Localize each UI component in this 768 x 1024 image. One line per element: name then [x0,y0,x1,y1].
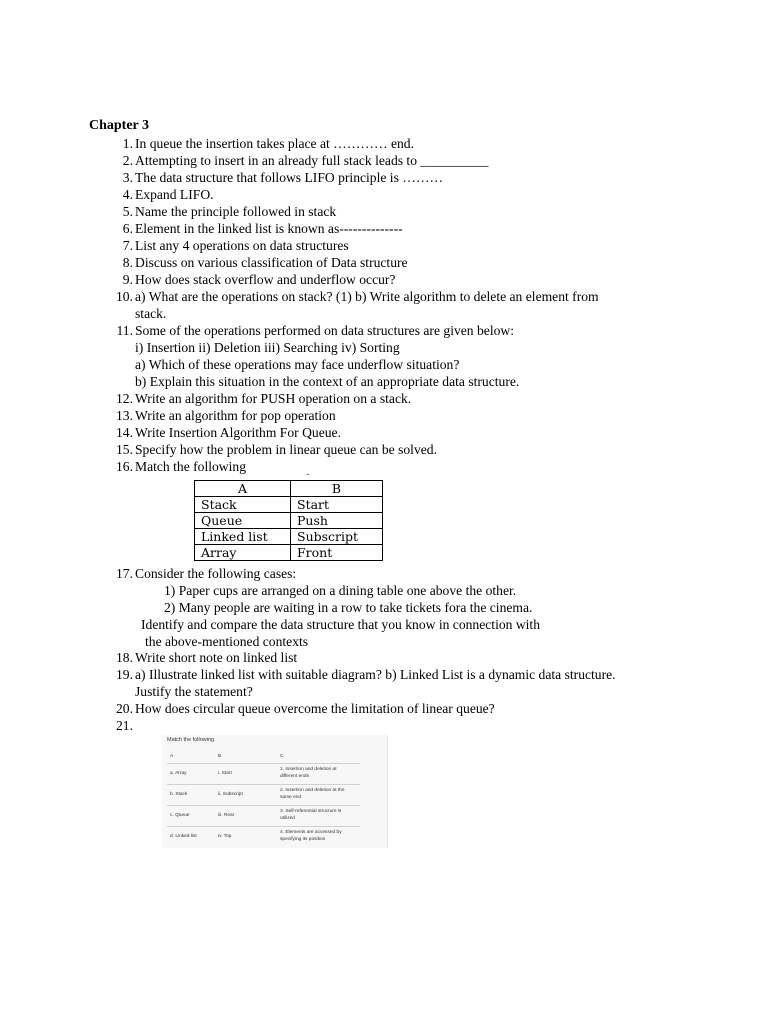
table-row [167,764,360,785]
question-number: 16. [116,459,133,474]
question-number: 8. [122,255,133,270]
question-text: Write short note on linked list [135,650,298,665]
table-row [195,545,383,561]
match-table [194,480,383,561]
question-text: How does circular queue overcome the limitation of linear queue? [135,701,495,716]
question-text: a) Illustrate linked list with suitable diagram? b) Linked List is a dynamic data structure. [135,667,616,682]
table-row [167,806,360,827]
embedded-cell-c-line1: 1. Insertion and deletion at [280,767,337,772]
question-number: 1. [122,136,133,151]
match-cell-b: Start [291,497,383,513]
match-cell-b: Front [291,545,383,561]
chapter-heading: Chapter 3 [89,118,150,133]
embedded-cell-c [280,788,345,801]
question-text: Expand LIFO. [135,187,214,202]
question-text: a) Which of these operations may face underflow situation? [135,357,460,372]
question-text: How does stack overflow and underflow occur? [135,272,396,287]
embedded-table-header [167,749,360,764]
match-cell-a: Stack [195,497,291,513]
embedded-cell-c-line1: 3. Self-referential structure is [280,809,342,814]
question-text: Consider the following cases: [135,566,297,581]
question-number: 5. [122,204,133,219]
question-text: b) Explain this situation in the context of an appropriate data structure. [135,374,520,389]
table-row [167,785,360,806]
embedded-cell-c-line1: 2. Insertion and deletion at the [280,788,345,793]
question-text: Write Insertion Algorithm For Queue. [135,425,341,440]
embedded-cell-a: b. Stack [170,792,188,797]
question-number: 3. [122,170,133,185]
question-number: 6. [122,221,133,236]
question-text: The data structure that follows LIFO principle is ……… [135,170,444,185]
question-text: Element in the linked list is known as-------------- [135,221,403,236]
table-row [167,827,360,847]
question-number: 9. [122,272,133,287]
question-text: stack. [135,306,167,321]
embedded-cell-a: a. Array [170,771,187,776]
question-number: 18. [116,650,133,665]
question-text: Discuss on various classification of Data structure [135,255,408,270]
embedded-header-c: C [280,754,284,759]
question-text: In queue the insertion takes place at ………… end. [135,136,414,151]
question-text: Write an algorithm for PUSH operation on a stack. [135,391,412,406]
question-text: Name the principle followed in stack [135,204,337,219]
question-text: the above-mentioned contexts [145,634,309,649]
match-cell-a: Linked list [195,529,291,545]
embedded-cell-a: d. Linked list [170,834,197,839]
question-number: 2. [122,153,133,168]
case-line: 1) Paper cups are arranged on a dining table one above the other. [164,583,517,598]
question-number: 12. [116,391,133,406]
match-cell-b: Push [291,513,383,529]
embedded-cell-b: iii. Rear [218,813,235,818]
question-number: 10. [116,289,133,304]
embedded-cell-c-line2: different ends [280,773,309,779]
question-number: 19. [116,667,133,682]
embedded-cell-b: iv. Top [218,834,232,839]
question-text: Some of the operations performed on data structures are given below: [135,323,514,338]
question-text: i) Insertion ii) Deletion iii) Searching iv) Sorting [135,340,400,355]
question-text: Specify how the problem in linear queue can be solved. [135,442,437,457]
question-text: Justify the statement? [135,684,253,699]
question-text: Match the following [135,459,246,474]
question-number: 14. [116,425,133,440]
embedded-cell-c [280,830,342,843]
question-text: a) What are the operations on stack? (1) b) Write algorithm to delete an element from [135,289,599,304]
embedded-header-a: A [170,754,174,759]
table-row [195,497,383,513]
question-number: 4. [122,187,133,202]
match-cell-b: Subscript [291,529,383,545]
question-number: 17. [116,566,133,581]
embedded-cell-c [280,767,337,780]
question-text: List any 4 operations on data structures [135,238,349,253]
match-header-b: B [291,481,383,497]
match-table-header [195,481,383,497]
question-number: 15. [116,442,133,457]
match-cell-a: Queue [195,513,291,529]
question-number: 13. [116,408,133,423]
embedded-cell-b: i. Start [218,771,232,776]
question-number: 11. [116,323,133,338]
case-line: 2) Many people are waiting in a row to take tickets fora the cinema. [164,600,533,615]
embedded-cell-a: c. Queue [170,813,190,818]
embedded-cell-b: ii. Subscript [218,792,243,797]
table-row [195,513,383,529]
embedded-cell-c-line2: specifying its position [280,836,326,842]
question-text: Identify and compare the data structure that you know in connection with [141,617,541,632]
table-row [195,529,383,545]
embedded-cell-c-line2: utilized [280,815,295,821]
match-header-a: A [195,481,291,497]
embedded-cell-c [280,809,341,822]
question-text: Write an algorithm for pop operation [135,408,336,423]
embedded-table-title: Match the following [167,737,215,743]
question-number: 21. [116,718,133,733]
embedded-match-table-image [162,735,388,848]
question-text: Attempting to insert in an already full stack leads to __________ [135,153,489,168]
question-number: 20. [116,701,133,716]
question-number: 7. [122,238,133,253]
scan-mark: ˇ [306,473,310,484]
match-cell-a: Array [195,545,291,561]
embedded-cell-c-line2: same end [280,794,302,800]
embedded-header-b: B [218,754,222,759]
embedded-cell-c-line1: 4. Elements are accessed by [280,830,342,835]
